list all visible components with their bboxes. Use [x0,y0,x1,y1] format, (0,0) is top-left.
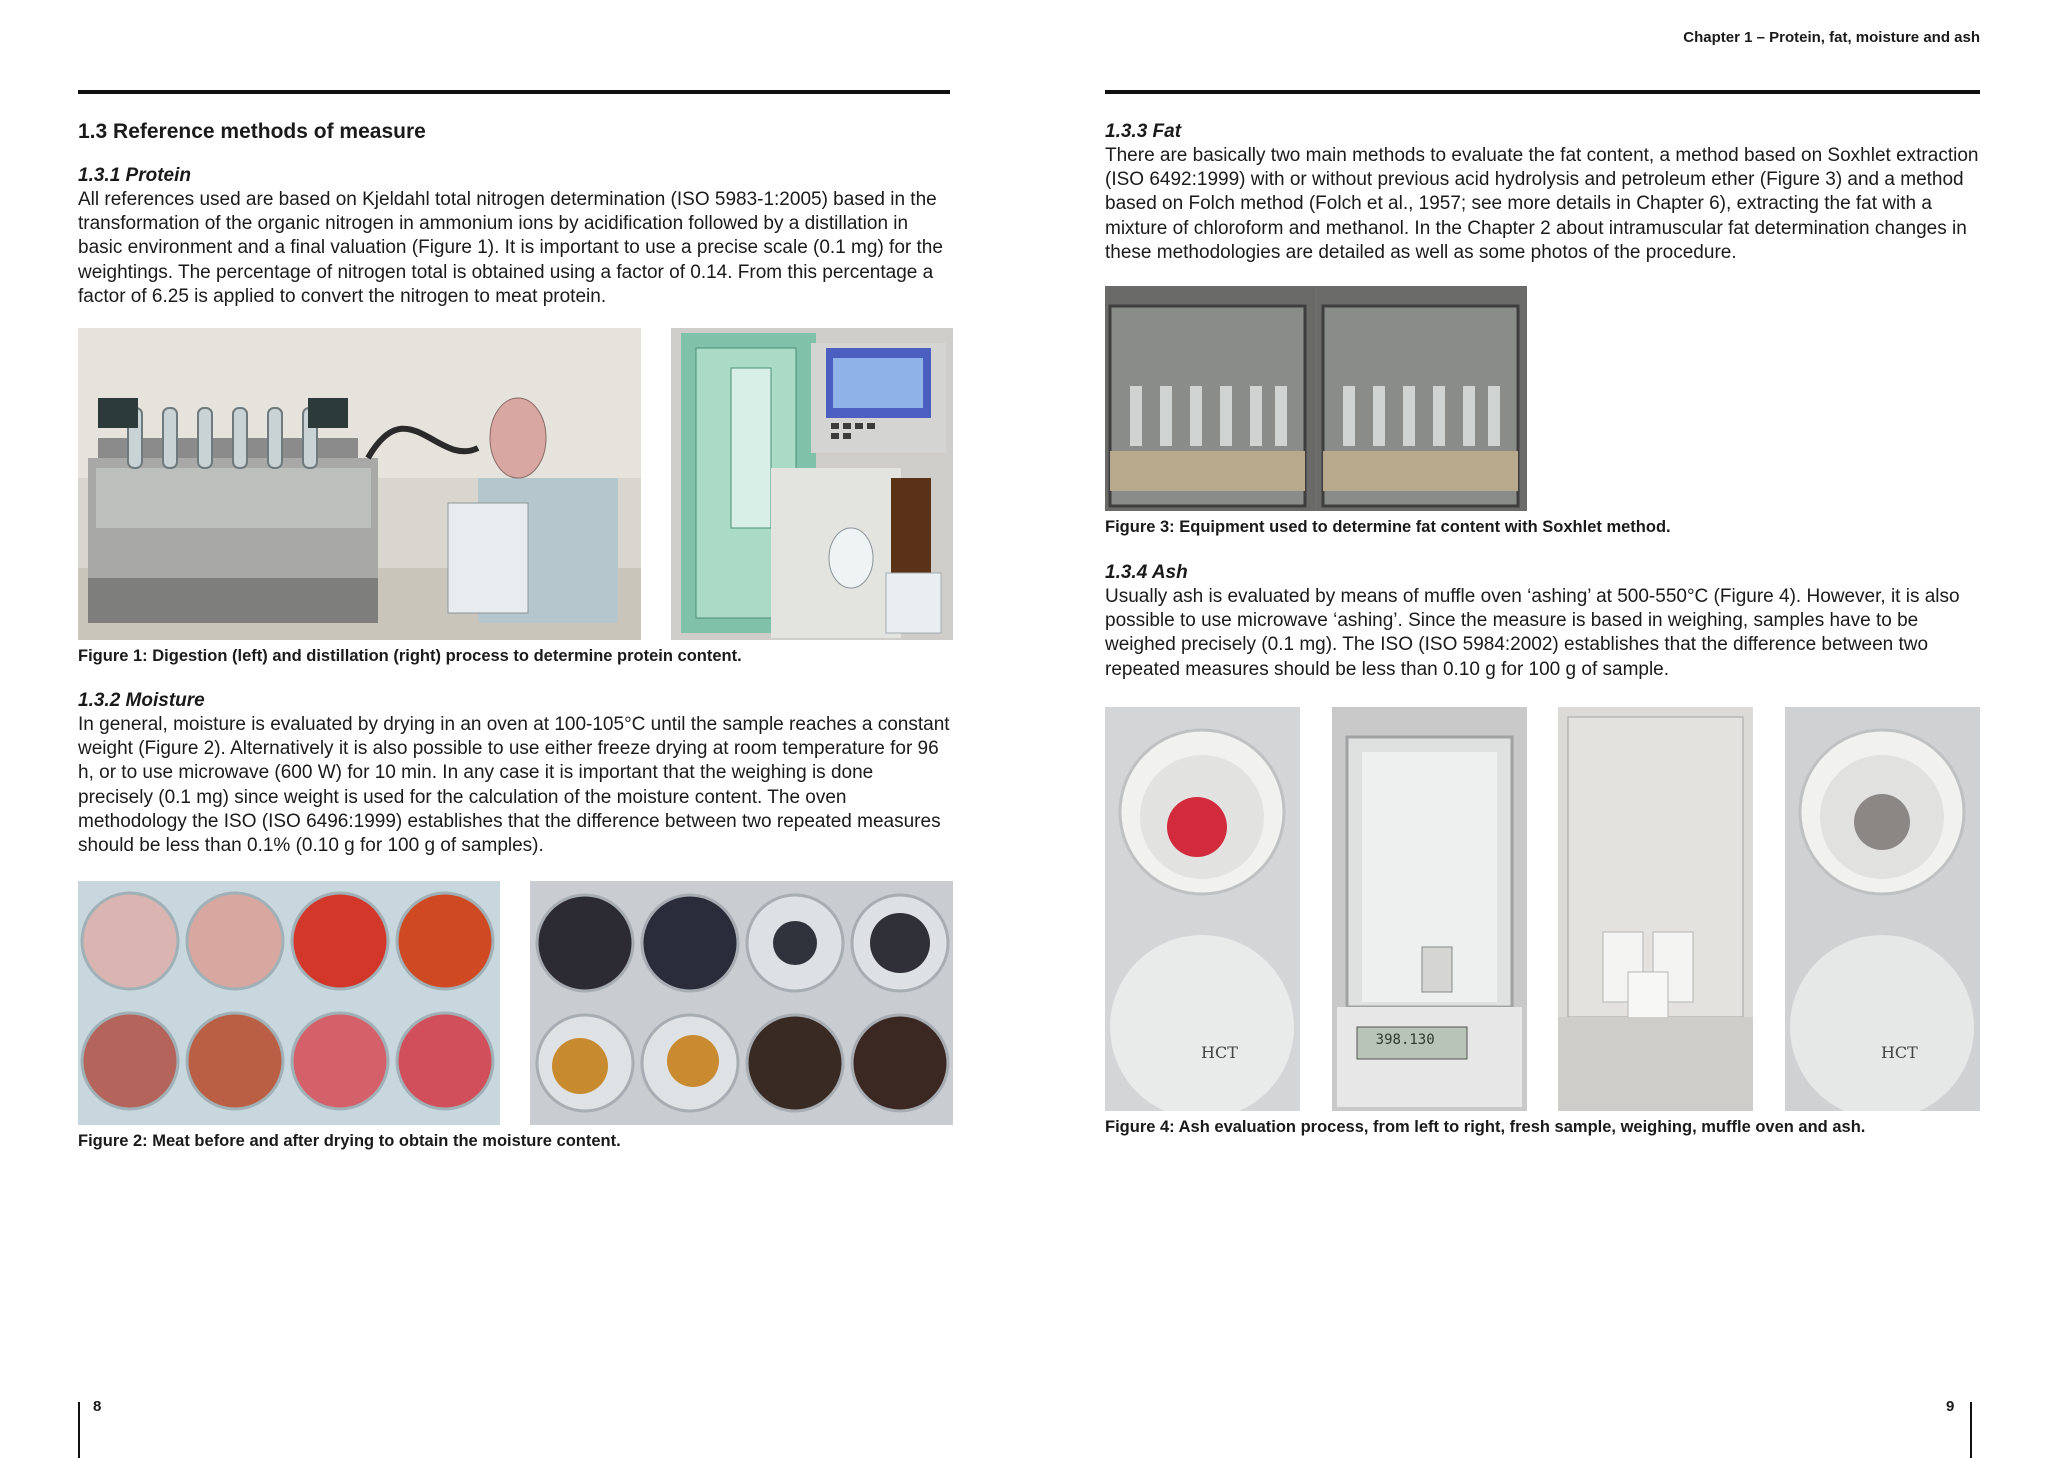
figure-1-caption: Figure 1: Digestion (left) and distillation (right) process to determine protein content. [78,647,742,666]
ash-photo [1785,707,1980,1111]
protein-heading: 1.3.1 Protein [78,165,191,186]
left-page [78,120,953,1151]
footer-rule-right [1970,1402,1972,1458]
figure-4-caption: Figure 4: Ash evaluation process, from left to right, fresh sample, weighing, muffle oven and ash. [1105,1117,1866,1136]
moisture-heading: 1.3.2 Moisture [78,690,205,712]
fat-body: There are basically two main methods to evaluate the fat content, a method based on Soxhlet extraction (ISO 6492:1999) with or without previous acid hydrolysis and petroleum ether (Figure 3) and a method based on Folch method (Folch et al., 1957; see more details in Chapter 6), extracting the fat with a mixture of chloroform and methanol. In the Chapter 2 about intramuscular fat determination changes in these methodologies are detailed as well as some photos of the procedure. [1105,145,1979,263]
footer-rule-left [78,1402,80,1458]
page-number-right: 9 [1946,1398,1955,1415]
balance-display: 398.130 [1375,1031,1435,1048]
figure-2 [78,881,953,1125]
moisture-body: In general, moisture is evaluated by drying in an oven at 100-105°C until the sample reaches a constant weight (Figure 2). Alternatively it is also possible to use either freeze drying at room temperature for 96 h, or to use microwave (600 W) for 10 min. In any case it is important that the weighing is done precisely (0.1 mg) since weight is used for the calculation of the moisture content. The oven methodology the ISO (ISO 6496:1999) establishes that the difference between two repeated measures should be less than 0.1% (0.10 g for 100 g of samples). [78,714,950,857]
weighing-photo [1332,707,1527,1111]
top-rule-left [78,90,950,94]
ash-body: Usually ash is evaluated by means of muffle oven ‘ashing’ at 500-550°C (Figure 4). However, it is also possible to use microwave ‘ashing’. Since the measure is based in weighing, samples have to be weighed precisely (0.1 mg). The ISO (ISO 5984:2002) establishes that the difference between two repeated measures should be less than 0.10 g for 100 g of sample. [1105,586,1960,680]
figure-1 [78,328,953,640]
figure-2-caption: Figure 2: Meat before and after drying to obtain the moisture content. [78,1132,621,1151]
muffle-oven-photo [1558,707,1753,1111]
fresh-sample-photo [1105,707,1300,1111]
figure-4 [1105,707,1980,1111]
fat-heading: 1.3.3 Fat [1105,121,1182,142]
crucible-mark-1: HCT [1201,1042,1238,1062]
meat-after-drying-photo [530,881,953,1125]
digestion-photo [78,328,641,640]
right-page [1105,120,1980,1137]
distillation-photo [671,328,953,640]
running-head: Chapter 1 – Protein, fat, moisture and ash [1683,29,1980,46]
meat-before-drying-photo [78,881,500,1125]
top-rule-right [1105,90,1980,94]
section-title: 1.3 Reference methods of measure [78,120,426,143]
protein-body: All references used are based on Kjeldahl total nitrogen determination (ISO 5983-1:2005) based in the transformation of the organic nitrogen in ammonium ions by acidification followed by a distillation in basic environment and a final valuation (Figure 1). It is important to use a precise scale (0.1 mg) for the weightings. The percentage of nitrogen total is obtained using a factor of 0.14. From this percentage a factor of 6.25 is applied to convert the nitrogen to meat protein. [78,189,943,307]
soxhlet-photo [1105,286,1527,511]
crucible-mark-2: HCT [1880,1042,1918,1062]
ash-heading: 1.3.4 Ash [1105,562,1188,584]
page-number-left: 8 [93,1398,102,1415]
figure-3-caption: Figure 3: Equipment used to determine fat content with Soxhlet method. [1105,518,1671,537]
